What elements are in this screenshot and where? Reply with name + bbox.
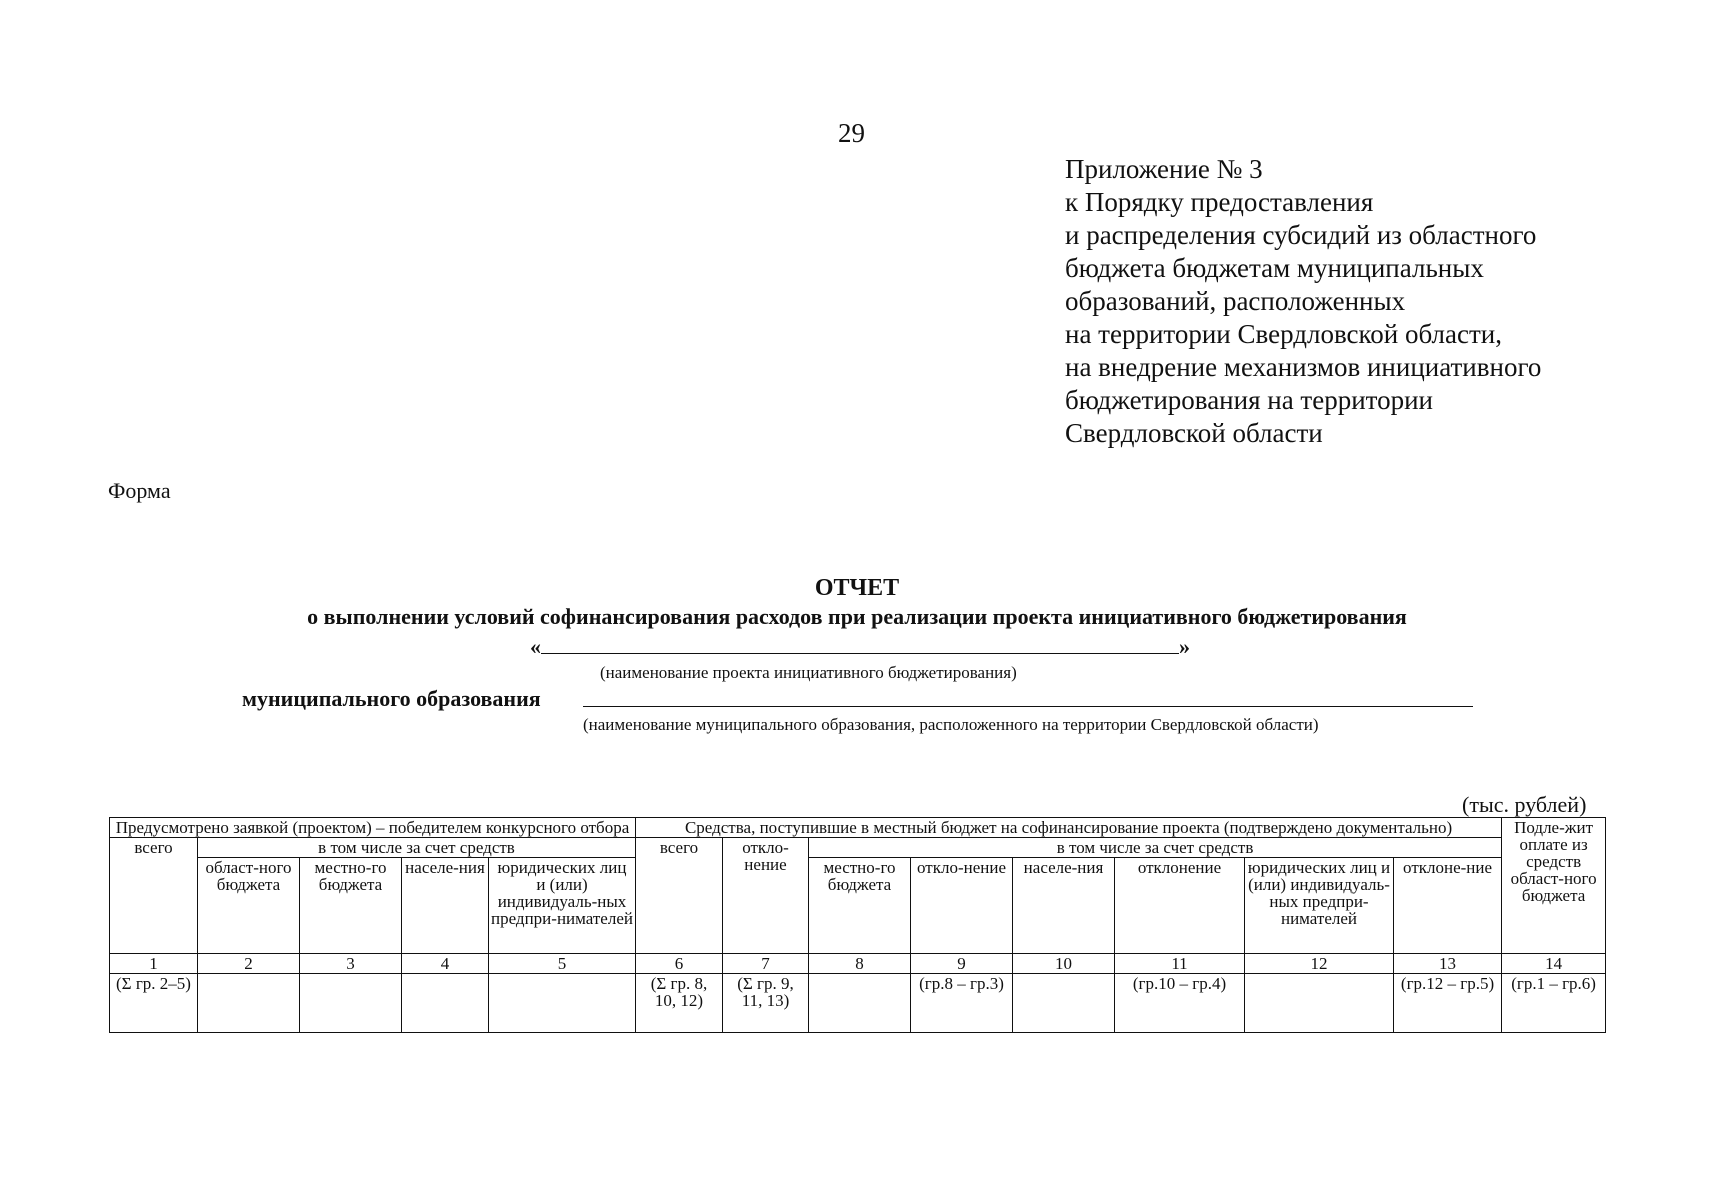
col-deviation-local-header: откло-нение bbox=[911, 858, 1013, 954]
formula-cell: (гр.10 – гр.4) bbox=[1115, 974, 1245, 1033]
col-regional-budget-header: област-ного бюджета bbox=[198, 858, 300, 954]
project-name-field bbox=[530, 634, 1190, 660]
project-name-hint: (наименование проекта инициативного бюджетирования) bbox=[600, 663, 1017, 682]
column-number: 3 bbox=[300, 954, 402, 974]
column-number: 13 bbox=[1394, 954, 1502, 974]
column-number: 11 bbox=[1115, 954, 1245, 974]
column-number: 5 bbox=[489, 954, 636, 974]
municipality-blank bbox=[583, 706, 1473, 707]
including-funds-header: в том числе за счет средств bbox=[198, 838, 636, 858]
column-number: 6 bbox=[636, 954, 723, 974]
municipality-label: муниципального образования bbox=[242, 686, 541, 711]
report-table bbox=[109, 817, 1606, 1033]
col-population-header: населе-ния bbox=[402, 858, 489, 954]
column-number: 4 bbox=[402, 954, 489, 974]
appendix-line: образований, расположенных bbox=[1065, 286, 1406, 316]
appendix-line: на внедрение механизмов инициативного bbox=[1065, 352, 1542, 382]
formula-cell bbox=[300, 974, 402, 1033]
col-deviation-population-header: отклонение bbox=[1115, 858, 1245, 954]
column-number: 12 bbox=[1245, 954, 1394, 974]
appendix-heading bbox=[1065, 153, 1541, 450]
col-deviation-header: откло-нение bbox=[723, 838, 809, 954]
form-label: Форма bbox=[108, 478, 171, 503]
col-local-budget-received-header: местно-го бюджета bbox=[809, 858, 911, 954]
group-received-header: Средства, поступившие в местный бюджет на софинансирование проекта (подтверждено документально) bbox=[636, 818, 1502, 838]
group-application-header: Предусмотрено заявкой (проектом) – победителем конкурсного отбора bbox=[110, 818, 636, 838]
column-number: 2 bbox=[198, 954, 300, 974]
formula-cell: (Σ гр. 9, 11, 13) bbox=[723, 974, 809, 1033]
appendix-line: к Порядку предоставления bbox=[1065, 187, 1374, 217]
formula-cell bbox=[1013, 974, 1115, 1033]
column-number: 1 bbox=[110, 954, 198, 974]
quote-open: « bbox=[530, 634, 541, 659]
formula-row bbox=[110, 974, 1606, 1033]
col-legal-entities-received-header: юридических лиц и (или) индивидуаль-ных предпри-нимателей bbox=[1245, 858, 1394, 954]
col-local-budget-header: местно-го бюджета bbox=[300, 858, 402, 954]
column-number: 7 bbox=[723, 954, 809, 974]
formula-cell bbox=[402, 974, 489, 1033]
appendix-line: Свердловской области bbox=[1065, 418, 1323, 448]
formula-cell bbox=[198, 974, 300, 1033]
column-number: 10 bbox=[1013, 954, 1115, 974]
col-legal-entities-header: юридических лиц и (или) индивидуаль-ных предпри-нимателей bbox=[489, 858, 636, 954]
appendix-line: Приложение № 3 bbox=[1065, 154, 1263, 184]
formula-cell: (гр.1 – гр.6) bbox=[1502, 974, 1606, 1033]
project-name-blank bbox=[541, 635, 1179, 654]
appendix-line: бюджета бюджетам муниципальных bbox=[1065, 253, 1484, 283]
formula-cell: (гр.8 – гр.3) bbox=[911, 974, 1013, 1033]
formula-cell: (Σ гр. 8, 10, 12) bbox=[636, 974, 723, 1033]
formula-cell bbox=[489, 974, 636, 1033]
col-population-received-header: населе-ния bbox=[1013, 858, 1115, 954]
page-number: 29 bbox=[838, 118, 865, 148]
formula-cell: (Σ гр. 2–5) bbox=[110, 974, 198, 1033]
appendix-line: на территории Свердловской области, bbox=[1065, 319, 1502, 349]
col-payable-header: Подле-жит оплате из средств област-ного бюджета bbox=[1502, 818, 1606, 954]
formula-cell bbox=[809, 974, 911, 1033]
report-subtitle: о выполнении условий софинансирования расходов при реализации проекта инициативного бюджетирования bbox=[307, 604, 1407, 629]
column-number: 9 bbox=[911, 954, 1013, 974]
formula-cell: (гр.12 – гр.5) bbox=[1394, 974, 1502, 1033]
municipality-hint: (наименование муниципального образования, расположенного на территории Свердловской области) bbox=[583, 715, 1319, 734]
column-numbers-row bbox=[110, 954, 1606, 974]
column-number: 8 bbox=[809, 954, 911, 974]
quote-close: » bbox=[1179, 634, 1190, 659]
col-total-received-header: всего bbox=[636, 838, 723, 954]
column-number: 14 bbox=[1502, 954, 1606, 974]
col-deviation-legal-header: отклоне-ние bbox=[1394, 858, 1502, 954]
appendix-line: бюджетирования на территории bbox=[1065, 385, 1434, 415]
report-title: ОТЧЕТ bbox=[814, 575, 900, 601]
units-label: (тыс. рублей) bbox=[1462, 792, 1587, 817]
col-total-header: всего bbox=[110, 838, 198, 954]
appendix-line: и распределения субсидий из областного bbox=[1065, 220, 1537, 250]
formula-cell bbox=[1245, 974, 1394, 1033]
including-funds-received-header: в том числе за счет средств bbox=[809, 838, 1502, 858]
